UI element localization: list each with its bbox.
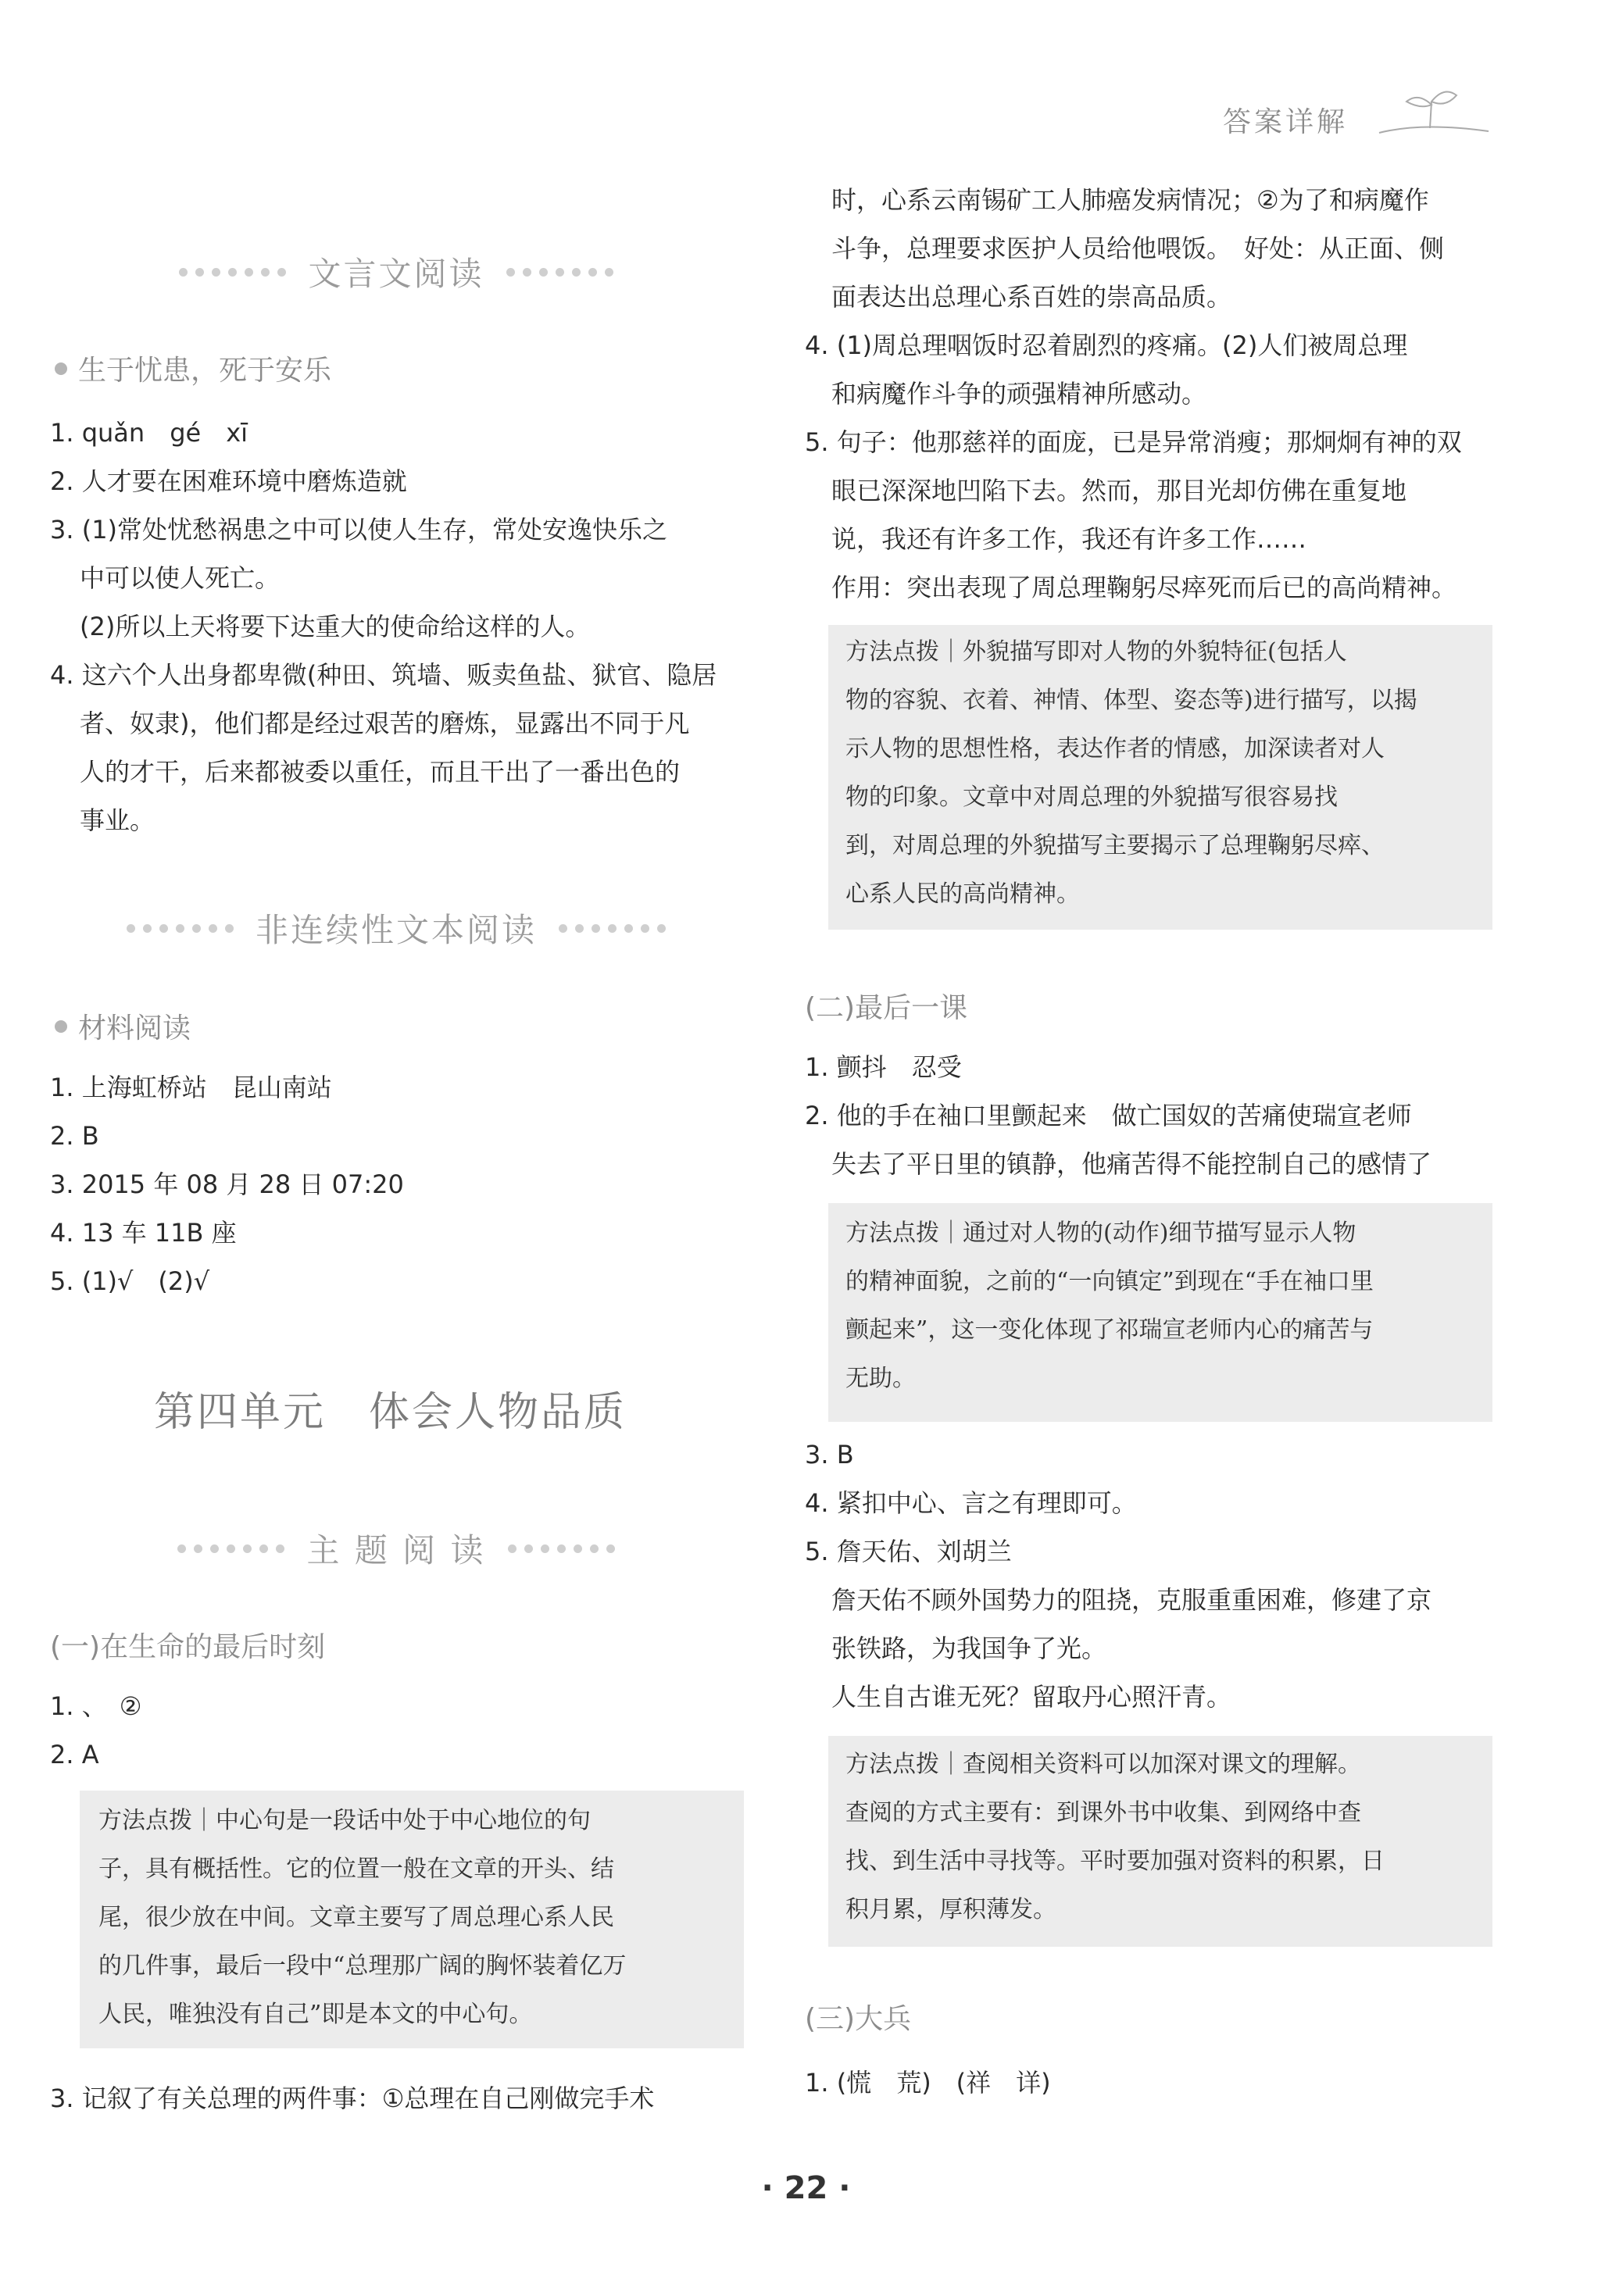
- answer-line: 2. B: [50, 1121, 99, 1151]
- answer-line: 1. 、 ②: [50, 1691, 142, 1721]
- tip-line: 物的印象。文章中对周总理的外貌描写很容易找: [845, 784, 1338, 811]
- tip-line: 人民，唯独没有自己”即是本文的中心句。: [98, 2001, 533, 2028]
- answer-line: 3. (1)常处忧愁祸患之中可以使人生存，常处安逸快乐之: [50, 515, 668, 545]
- tip-line: 物的容貌、衣着、神情、体型、姿态等)进行描写，以揭: [845, 687, 1417, 714]
- method-tip-box: [828, 1203, 1492, 1422]
- tip-line: 积月累，厚积薄发。: [845, 1896, 1056, 1923]
- answer-line: 张铁路，为我国争了光。: [831, 1634, 1107, 1663]
- tip-line: 子，具有概括性。它的位置一般在文章的开头、结: [98, 1855, 614, 1883]
- dots-decoration: [506, 268, 613, 277]
- bullet-icon: [55, 362, 67, 375]
- answer-line: 1. quǎn gé xī: [50, 418, 248, 448]
- answer-line: 斗争，总理要求医护人员给他喂饭。 好处：从正面、侧: [831, 234, 1445, 263]
- tip-line: 的几件事，最后一段中“总理那广阔的胸怀装着亿万: [98, 1952, 627, 1980]
- section-title-noncontinuous: 非连续性文本阅读: [48, 905, 744, 952]
- answer-line: 詹天佑不顾外国势力的阻挠，克服重重困难，修建了京: [831, 1585, 1432, 1615]
- unit-title: 第四单元 体会人物品质: [154, 1389, 627, 1436]
- answer-line: 人生自古谁无死？留取丹心照汗青。: [831, 1682, 1232, 1712]
- subsection-title: (三)大兵: [805, 2003, 912, 2035]
- dots-decoration: [177, 1544, 284, 1553]
- tip-line: 示人物的思想性格，表达作者的情感，加深读者对人: [845, 735, 1385, 762]
- subsection-title: (二)最后一课: [805, 992, 968, 1024]
- page-number: · 22 ·: [761, 2170, 851, 2206]
- answer-line: 失去了平日里的镇静，他痛苦得不能控制自己的感情了: [831, 1149, 1432, 1179]
- method-tip-box: [828, 625, 1492, 930]
- answer-line: (2)所以上天将要下达重大的使命给这样的人。: [80, 612, 591, 641]
- method-tip-box: [80, 1791, 744, 2048]
- answer-line: 1. 颤抖 忍受: [805, 1052, 962, 1082]
- tip-line: 方法点拨｜查阅相关资料可以加深对课文的理解。: [845, 1751, 1361, 1778]
- section-title-theme: 主 题 阅 读: [48, 1525, 744, 1572]
- answer-line: 4. 这六个人出身都卑微(种田、筑墙、贩卖鱼盐、狱官、隐居: [50, 660, 717, 690]
- answer-line: 作用：突出表现了周总理鞠躬尽瘁死而后已的高尚精神。: [831, 573, 1457, 602]
- answer-line: 和病魔作斗争的顽强精神所感动。: [831, 379, 1207, 409]
- answer-line: 1. (慌 荒) (祥 详): [805, 2068, 1051, 2098]
- tip-line: 到，对周总理的外貌描写主要揭示了总理鞠躬尽瘁、: [845, 832, 1385, 859]
- tip-line: 无助。: [845, 1365, 916, 1392]
- answer-line: 时，心系云南锡矿工人肺癌发病情况；②为了和病魔作: [831, 185, 1429, 215]
- tip-line: 查阅的方式主要有：到课外书中收集、到网络中查: [845, 1799, 1361, 1826]
- answer-line: 眼已深深地凹陷下去。然而，那目光却仿佛在重复地: [831, 476, 1407, 505]
- section-title-classical: 文言文阅读: [48, 248, 744, 295]
- answer-line: 5. 詹天佑、刘胡兰: [805, 1537, 1012, 1566]
- answer-line: 事业。: [80, 805, 155, 835]
- header-answer-detail: 答案详解: [1223, 106, 1349, 138]
- answer-line: 说，我还有许多工作，我还有许多工作……: [831, 524, 1307, 554]
- bullet-icon: [55, 1020, 67, 1033]
- answer-line: 人的才干，后来都被委以重任，而且干出了一番出色的: [80, 757, 681, 787]
- subsection-title: 材料阅读: [55, 1006, 191, 1046]
- answer-line: 者、奴隶)，他们都是经过艰苦的磨炼，显露出不同于凡: [80, 709, 690, 738]
- answer-line: 2. A: [50, 1740, 99, 1769]
- tip-line: 颤起来”，这一变化体现了祁瑞宣老师内心的痛苦与: [845, 1316, 1374, 1344]
- sprout-icon: [1375, 84, 1492, 139]
- tip-line: 方法点拨｜外貌描写即对人物的外貌特征(包括人: [845, 638, 1347, 666]
- tip-line: 方法点拨｜中心句是一段话中处于中心地位的句: [98, 1807, 591, 1834]
- answer-line: 2. 他的手在袖口里颤起来 做亡国奴的苦痛使瑞宣老师: [805, 1101, 1412, 1130]
- tip-line: 的精神面貌，之前的“一向镇定”到现在“手在袖口里: [845, 1268, 1374, 1295]
- answer-line: 4. 13 车 11B 座: [50, 1218, 237, 1248]
- dots-decoration: [127, 924, 234, 933]
- answer-line: 4. 紧扣中心、言之有理即可。: [805, 1488, 1137, 1518]
- dots-decoration: [559, 924, 666, 933]
- answer-line: 3. 2015 年 08 月 28 日 07:20: [50, 1169, 404, 1199]
- tip-line: 心系人民的高尚精神。: [845, 880, 1080, 908]
- answer-line: 4. (1)周总理咽饭时忍着剧烈的疼痛。(2)人们被周总理: [805, 330, 1408, 360]
- answer-line: 3. 记叙了有关总理的两件事：①总理在自己刚做完手术: [50, 2084, 655, 2113]
- subsection-title: 生于忧患，死于安乐: [55, 348, 331, 388]
- subsection-title: (一)在生命的最后时刻: [50, 1631, 326, 1663]
- answer-line: 5. 句子：他那慈祥的面庞，已是异常消瘦；那炯炯有神的双: [805, 427, 1462, 457]
- answer-line: 面表达出总理心系百姓的崇高品质。: [831, 282, 1232, 312]
- answer-line: 2. 人才要在困难环境中磨炼造就: [50, 466, 407, 496]
- tip-line: 方法点拨｜通过对人物的(动作)细节描写显示人物: [845, 1219, 1356, 1247]
- answer-line: 中可以使人死亡。: [80, 563, 281, 593]
- answer-line: 3. B: [805, 1440, 854, 1469]
- tip-line: 找、到生活中寻找等。平时要加强对资料的积累，日: [845, 1848, 1385, 1875]
- answer-line: 5. (1)√ (2)√: [50, 1266, 210, 1296]
- answer-line: 1. 上海虹桥站 昆山南站: [50, 1073, 332, 1102]
- dots-decoration: [179, 268, 286, 277]
- tip-line: 尾，很少放在中间。文章主要写了周总理心系人民: [98, 1904, 614, 1931]
- dots-decoration: [508, 1544, 615, 1553]
- method-tip-box: [828, 1736, 1492, 1947]
